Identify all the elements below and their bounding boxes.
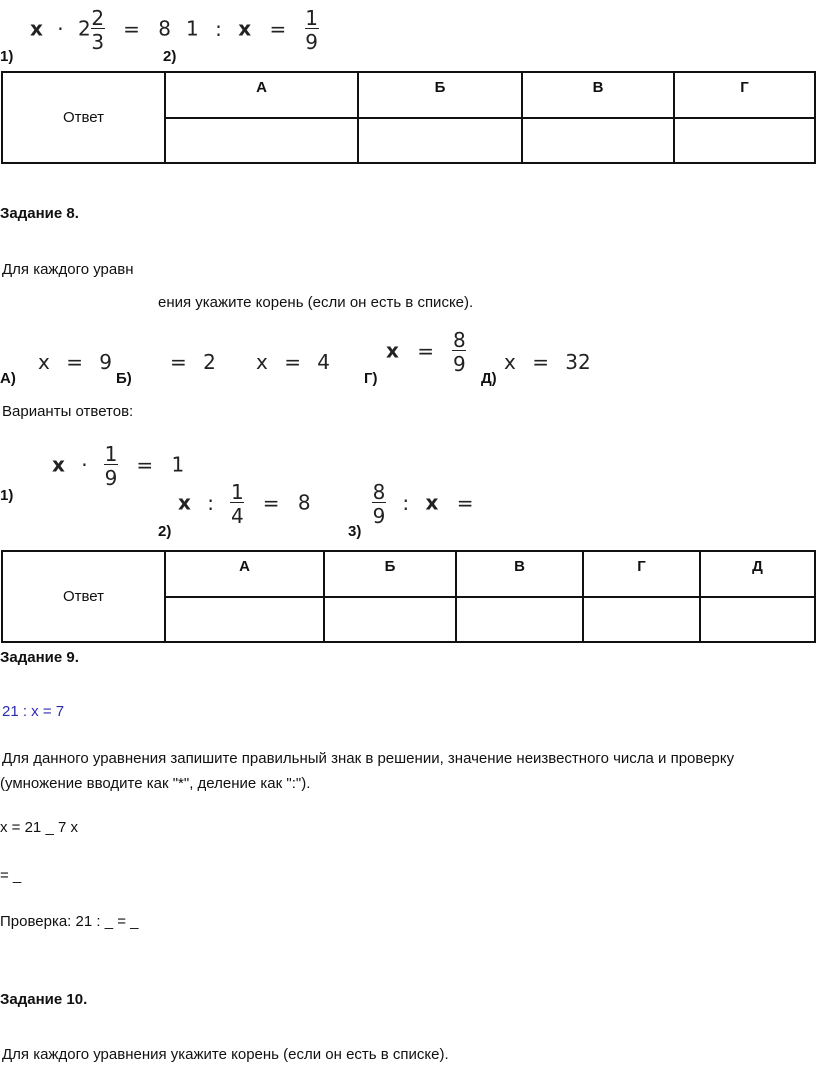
task8-eq-a: x = 9 [38, 350, 113, 374]
answer-cell[interactable] [324, 597, 456, 642]
task8-title: Задание 8. [0, 205, 79, 222]
task8-variants-title: Варианты ответов: [2, 403, 134, 420]
task10-instruction: Для каждого уравнения укажите корень (если он есть в списке). [2, 1046, 449, 1063]
answer-cell[interactable] [700, 597, 815, 642]
task8-eq-b-label: Б) [116, 370, 132, 387]
answer-cell[interactable] [456, 597, 583, 642]
task8-option-2-equation: x : $\frac{1}{4}$ = 8 [178, 480, 311, 528]
answer-cell[interactable] [165, 597, 324, 642]
task9-title: Задание 9. [0, 649, 79, 666]
task8-option-1-label: 1) [0, 487, 14, 504]
fraction: $\frac{1}{4}$ [231, 480, 244, 528]
task8-eq-a-label: А) [0, 370, 16, 387]
task10-title: Задание 10. [0, 991, 88, 1008]
task7-option-2-equation: 1 : x = $\frac{1}{9}$ [186, 6, 318, 54]
task7-option-1-equation: x · 2 $\frac{2}{3}$ = 8 [30, 6, 171, 54]
header-cell: В [456, 551, 583, 597]
answer-cell[interactable] [674, 118, 815, 163]
task8-option-3-label: 3) [348, 523, 362, 540]
task9-equation: 21 : x = 7 [2, 703, 65, 720]
task8-instruction-part2: ения укажите корень (если он есть в списке). [158, 294, 474, 311]
fraction: $\frac{2}{3}$ [91, 6, 105, 54]
answer-cell[interactable] [522, 118, 674, 163]
header-cell: Г [674, 72, 815, 118]
answer-label: Ответ [2, 72, 165, 163]
fraction: $\frac{1}{9}$ [305, 6, 318, 54]
task7-option-2-label: 2) [163, 48, 177, 65]
task7-answer-table [1, 71, 816, 164]
header-cell: Д [700, 551, 815, 597]
task9-check: Проверка: 21 : _ = _ [0, 913, 139, 930]
answer-cell[interactable] [583, 597, 700, 642]
header-cell: Б [324, 551, 456, 597]
task8-option-3-equation: $\frac{8}{9}$ : x = [372, 480, 474, 528]
fraction: $\frac{1}{9}$ [104, 442, 118, 490]
task8-option-2-label: 2) [158, 523, 172, 540]
header-cell: Г [583, 551, 700, 597]
task8-option-1-equation: x · $\frac{1}{9}$ = 1 [52, 442, 185, 490]
task8-eq-d-label: Д) [481, 370, 497, 387]
task8-eq-g-label: Г) [364, 370, 378, 387]
answer-cell[interactable] [358, 118, 522, 163]
task8-answer-table [1, 550, 816, 643]
task8-eq-d: x = 32 [504, 350, 591, 374]
answer-label: Ответ [2, 551, 165, 642]
task8-eq-b: = 2 [170, 350, 216, 374]
task9-instruction-line2: (умножение вводите как "*", деление как ":"). [0, 775, 311, 792]
task9-step2: = _ [0, 867, 22, 884]
task9-instruction-line1: Для данного уравнения запишите правильный знак в решении, значение неизвестного числа и проверку [2, 750, 735, 767]
header-cell: Б [358, 72, 522, 118]
header-cell: В [522, 72, 674, 118]
answer-cell[interactable] [165, 118, 358, 163]
fraction: $\frac{8}{9}$ [372, 480, 386, 528]
task8-eq-v: x = 4 [256, 350, 331, 374]
task7-option-1-label: 1) [0, 48, 14, 65]
task8-eq-g: x = $\frac{8}{9}$ [386, 328, 466, 376]
fraction: $\frac{8}{9}$ [453, 328, 466, 376]
header-cell: А [165, 551, 324, 597]
task8-instruction-part1: Для каждого уравн [2, 261, 134, 278]
task9-step1: x = 21 _ 7 x [0, 819, 78, 836]
header-cell: А [165, 72, 358, 118]
